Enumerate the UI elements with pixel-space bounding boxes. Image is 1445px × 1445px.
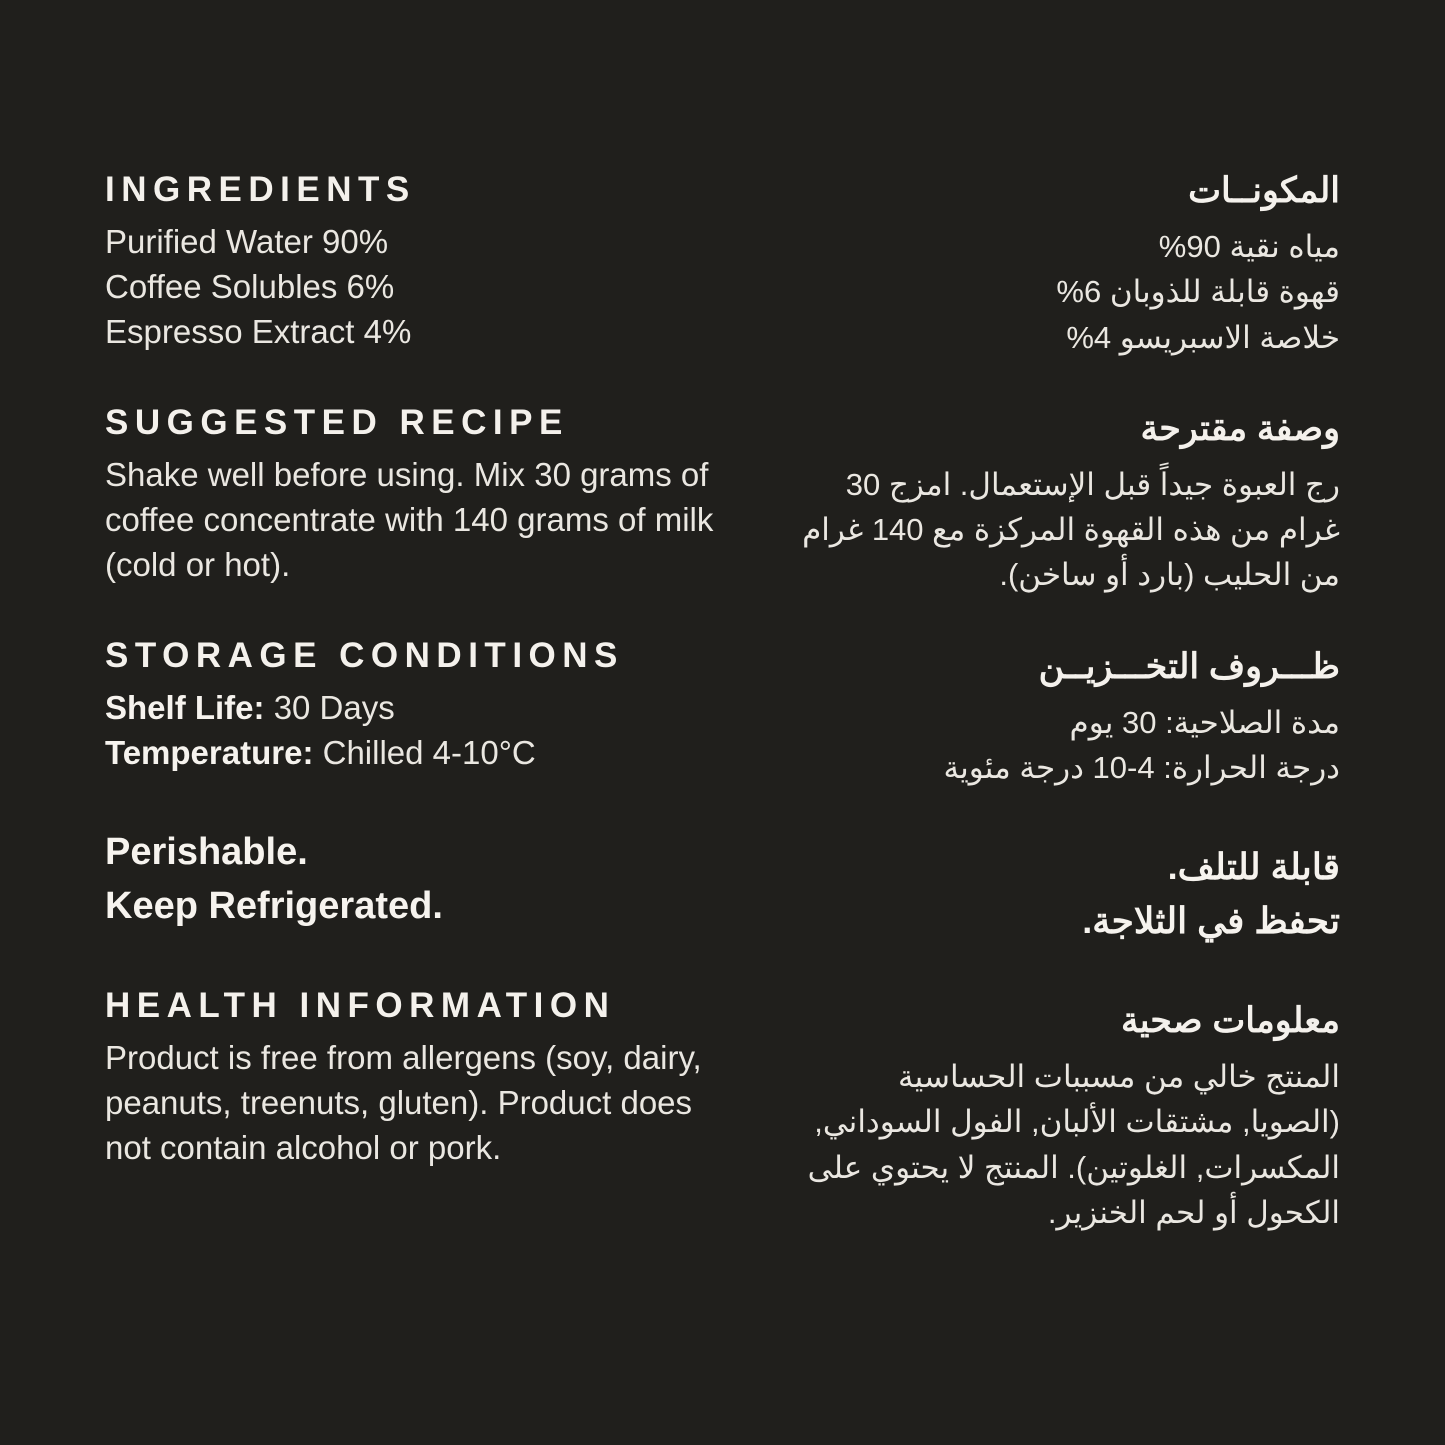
- shelf-life-label-en: Shelf Life:: [105, 689, 265, 726]
- recipe-heading-en: SUGGESTED RECIPE: [105, 402, 569, 442]
- section-notice-en: [105, 826, 725, 934]
- recipe-body-ar: [795, 462, 1340, 598]
- ingredients-heading-ar: المكونــات: [1188, 171, 1340, 210]
- storage-heading-ar: ظـــروف التخـــزيــن: [1038, 646, 1340, 686]
- arabic-column: [795, 170, 1340, 1235]
- ingredient-line-ar: خلاصة الاسبريسو 4%: [1066, 319, 1340, 355]
- notice-line-1-ar: قابلة للتلف.: [1167, 846, 1340, 887]
- health-heading-ar: معلومات صحية: [1120, 1001, 1340, 1040]
- ingredient-line: Espresso Extract 4%: [105, 313, 412, 350]
- section-notice-ar: [795, 840, 1340, 948]
- temperature-value-en: Chilled 4-10°C: [322, 733, 536, 771]
- storage-body-ar: [795, 700, 1340, 791]
- health-text-ar: المنتج خالي من مسببات الحساسية (الصويا, مشتقات الألبان, الفول السوداني, المكسرات, الغلوتين). المنتج لا يحتوي على الكحول أو لحم الخنزير.: [807, 1059, 1340, 1230]
- health-body-ar: [795, 1054, 1340, 1235]
- health-heading-en: HEALTH INFORMATION: [105, 985, 616, 1025]
- shelf-life-row-en: [105, 686, 725, 731]
- recipe-text-en: Shake well before using. Mix 30 grams of coffee concentrate with 140 grams of milk (cold or hot).: [105, 456, 714, 583]
- storage-heading-en: STORAGE CONDITIONS: [105, 635, 624, 675]
- recipe-text-ar: رج العبوة جيداً قبل الإستعمال. امزج 30 غرام من هذه القهوة المركزة مع 140 غرام من الحليب (بارد أو ساخن).: [802, 466, 1340, 593]
- section-recipe-ar: [795, 408, 1340, 598]
- temperature-row-en: [105, 731, 725, 776]
- ingredients-heading-en: INGREDIENTS: [105, 170, 416, 209]
- english-column: [105, 170, 725, 1171]
- health-body-en: [105, 1036, 725, 1171]
- section-ingredients-ar: [795, 170, 1340, 360]
- section-health-en: [105, 986, 725, 1171]
- section-health-ar: [795, 1000, 1340, 1235]
- recipe-heading-ar: وصفة مقترحة: [1140, 408, 1340, 448]
- ingredient-line-ar: قهوة قابلة للذوبان 6%: [1056, 274, 1340, 310]
- notice-line-2-en: Keep Refrigerated.: [105, 884, 443, 927]
- section-storage-ar: [795, 646, 1340, 791]
- ingredient-line: Coffee Solubles 6%: [105, 268, 395, 306]
- section-storage-en: [105, 636, 725, 776]
- notice-line-2-ar: تحفظ في الثلاجة.: [1082, 900, 1340, 941]
- shelf-life-row-ar: مدة الصلاحية: 30 يوم: [1069, 704, 1340, 740]
- ingredients-body-ar: [795, 224, 1340, 360]
- ingredient-line-ar: مياه نقية 90%: [1158, 229, 1340, 264]
- section-recipe-en: [105, 403, 725, 588]
- label-columns: [105, 170, 1340, 1235]
- recipe-body-en: [105, 453, 725, 588]
- section-ingredients-en: [105, 170, 725, 355]
- health-text-en: Product is free from allergens (soy, dairy, peanuts, treenuts, gluten). Product does not contain alcohol or pork.: [105, 1038, 702, 1166]
- notice-line-1-en: Perishable.: [105, 830, 308, 873]
- ingredients-body-en: [105, 220, 725, 355]
- ingredient-line: Purified Water 90%: [105, 223, 389, 261]
- temperature-row-ar: درجة الحرارة: 4-10 درجة مئوية: [943, 749, 1340, 785]
- temperature-label-en: Temperature:: [105, 733, 314, 771]
- shelf-life-value-en: 30 Days: [273, 689, 395, 726]
- storage-body-en: [105, 686, 725, 776]
